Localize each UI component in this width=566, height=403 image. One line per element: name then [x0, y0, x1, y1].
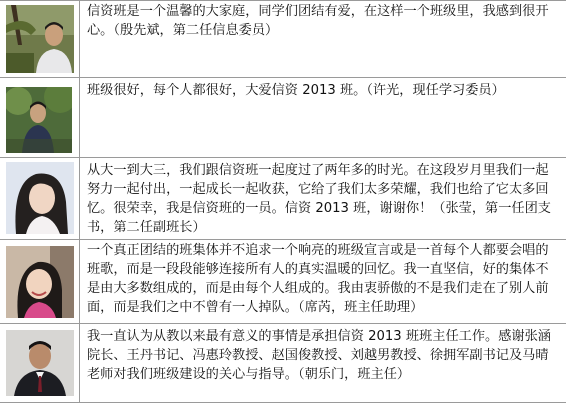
- testimonial-text: 从大一到大三，我们跟信资班一起度过了两年多的时光。在这段岁月里我们一起努力一起付出，一起成长一起收获，它给了我们太多荣耀，我们也给了它太多回忆。很荣幸，我是信资班的一员。信资 2013 班，谢谢你！（张莹，第一任团支书，第二任副班长）: [87, 163, 551, 235]
- photo-cell: [0, 1, 80, 77]
- testimonial-text: 一个真正团结的班集体并不追求一个响亮的班级宣言或是一首每个人都要会唱的班歌，而是一段段能够连接所有人的真实温暖的回忆。我一直坚信，好的集体不是由大多数组成的，而是由每个人组成的。我由衷骄傲的不是我们走在了别人前面，而是我们之中不曾有一人掉队。（席芮，班主任助理）: [87, 243, 549, 315]
- portrait-photo: [6, 246, 74, 318]
- photo-cell: [0, 240, 80, 323]
- portrait-photo: [6, 87, 72, 153]
- testimonial-row: [0, 78, 566, 158]
- portrait-photo: [6, 162, 74, 234]
- portrait-photo: [6, 5, 74, 73]
- photo-cell: [0, 158, 80, 239]
- testimonial-text: 我一直认为从教以来最有意义的事情是承担信资 2013 班班主任工作。感谢张涵院长、王丹书记、冯惠玲教授、赵国俊教授、刘越男教授、徐拥军副书记及马晴老师对我们班级建设的关心与指导。（朝乐门，班主任）: [87, 329, 551, 382]
- photo-cell: [0, 78, 80, 157]
- testimonial-row: [0, 0, 566, 78]
- testimonial-text: 信资班是一个温馨的大家庭，同学们团结有爱，在这样一个班级里，我感到很开心。（殷先斌，第二任信息委员）: [87, 4, 549, 38]
- photo-cell: [0, 324, 80, 402]
- testimonial-row: [0, 158, 566, 240]
- testimonial-row: [0, 240, 566, 324]
- testimonial-text: 班级很好，每个人都很好，大爱信资 2013 班。（许光，现任学习委员）: [87, 83, 505, 98]
- portrait-photo: [6, 330, 74, 396]
- testimonial-row: [0, 324, 566, 403]
